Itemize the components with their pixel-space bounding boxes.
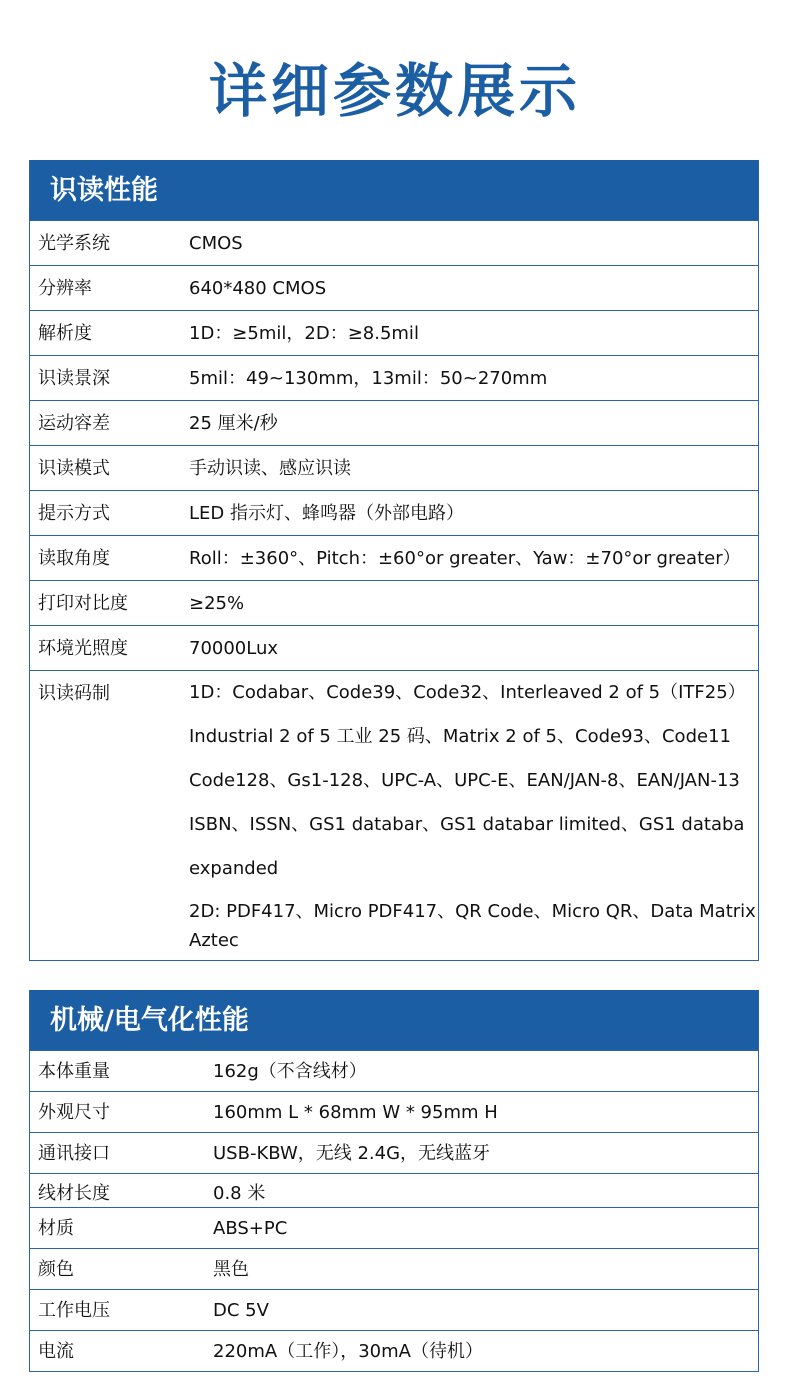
- spec-row-resolution: [30, 265, 758, 310]
- spec-row-precision: [30, 310, 758, 355]
- spec-label: 解析度: [38, 323, 92, 344]
- spec-value: Roll：±360°、Pitch：±60°or greater、Yaw：±70°or greater）: [189, 548, 741, 569]
- spec-label: 工作电压: [38, 1300, 110, 1321]
- spec-value: USB-KBW，无线 2.4G，无线蓝牙: [213, 1143, 491, 1164]
- symbology-line: ISBN、ISSN、GS1 databar、GS1 databar limited、GS1 databa: [189, 814, 745, 835]
- spec-row-material: [30, 1207, 758, 1248]
- spec-row-weight: [30, 1050, 758, 1091]
- spec-label: 颜色: [38, 1259, 74, 1280]
- symbology-line: Industrial 2 of 5 工业 25 码、Matrix 2 of 5、Code93、Code11: [189, 726, 731, 747]
- spec-row-print-contrast: [30, 580, 758, 625]
- spec-value: 640*480 CMOS: [189, 278, 327, 299]
- symbology-2d-continued: Aztec: [189, 930, 239, 951]
- symbology-line-1d: 1D：Codabar、Code39、Code32、Interleaved 2 of 5（ITF25）: [189, 682, 746, 703]
- spec-row-reading-angle: [30, 535, 758, 580]
- spec-row-cable-length: [30, 1173, 758, 1207]
- spec-value: 160mm L * 68mm W * 95mm H: [213, 1102, 498, 1123]
- spec-value: CMOS: [189, 233, 243, 254]
- spec-value: 0.8 米: [213, 1183, 266, 1204]
- spec-row-motion-tolerance: [30, 400, 758, 445]
- spec-row-symbologies: [30, 670, 758, 960]
- section-header-mechanical-electrical: 机械/电气化性能: [30, 990, 758, 1050]
- section-header-reading-performance: 识读性能: [30, 160, 758, 220]
- spec-label: 识读景深: [38, 368, 110, 389]
- spec-row-voltage: [30, 1289, 758, 1330]
- spec-label: 识读模式: [38, 458, 110, 479]
- spec-value: ABS+PC: [213, 1218, 288, 1239]
- spec-label: 打印对比度: [38, 593, 128, 614]
- spec-row-reading-mode: [30, 445, 758, 490]
- spec-row-indication: [30, 490, 758, 535]
- spec-row-depth-of-field: [30, 355, 758, 400]
- spec-row-ambient-light: [30, 625, 758, 670]
- spec-label: 材质: [38, 1218, 74, 1239]
- spec-row-optical-system: [30, 220, 758, 265]
- spec-label: 识读码制: [38, 683, 110, 704]
- spec-label: 外观尺寸: [38, 1102, 110, 1123]
- symbology-line-2d: [189, 890, 758, 960]
- symbology-2d-text: 2D: PDF417、Micro PDF417、QR Code、Micro QR、Data Matrix: [189, 901, 756, 922]
- spec-value: ≥25%: [189, 593, 245, 614]
- page-title: 详细参数展示: [208, 57, 581, 125]
- spec-label: 线材长度: [38, 1183, 110, 1204]
- spec-row-color: [30, 1248, 758, 1289]
- spec-value: 220mA（工作），30mA（待机）: [213, 1341, 483, 1362]
- spec-value: 手动识读、感应识读: [189, 458, 351, 479]
- spec-row-current: [30, 1330, 758, 1371]
- spec-value: 5mil：49~130mm，13mil：50~270mm: [189, 368, 548, 389]
- symbologies-list: [189, 671, 758, 960]
- spec-value: 25 厘米/秒: [189, 413, 278, 434]
- spec-label: 读取角度: [38, 548, 110, 569]
- spec-label: 运动容差: [38, 413, 110, 434]
- reading-performance-table: [29, 160, 759, 961]
- spec-row-interface: [30, 1132, 758, 1173]
- spec-label: 本体重量: [38, 1061, 110, 1082]
- spec-label: 分辨率: [38, 278, 92, 299]
- spec-value: 162g（不含线材）: [213, 1061, 367, 1082]
- spec-label: 环境光照度: [38, 638, 128, 659]
- spec-row-dimensions: [30, 1091, 758, 1132]
- mechanical-electrical-table: [29, 990, 759, 1372]
- spec-label: 光学系统: [38, 233, 110, 254]
- spec-label: 提示方式: [38, 503, 110, 524]
- symbology-line: expanded: [189, 858, 279, 879]
- spec-value: 1D：≥5mil，2D：≥8.5mil: [189, 323, 419, 344]
- spec-label: 通讯接口: [38, 1143, 110, 1164]
- spec-label: 电流: [38, 1341, 74, 1362]
- spec-value: DC 5V: [213, 1300, 269, 1321]
- spec-value: 70000Lux: [189, 638, 279, 659]
- spec-value: LED 指示灯、蜂鸣器（外部电路）: [189, 503, 464, 524]
- spec-value: 黑色: [213, 1259, 249, 1280]
- symbology-line: Code128、Gs1-128、UPC-A、UPC-E、EAN/JAN-8、EAN/JAN-13: [189, 770, 740, 791]
